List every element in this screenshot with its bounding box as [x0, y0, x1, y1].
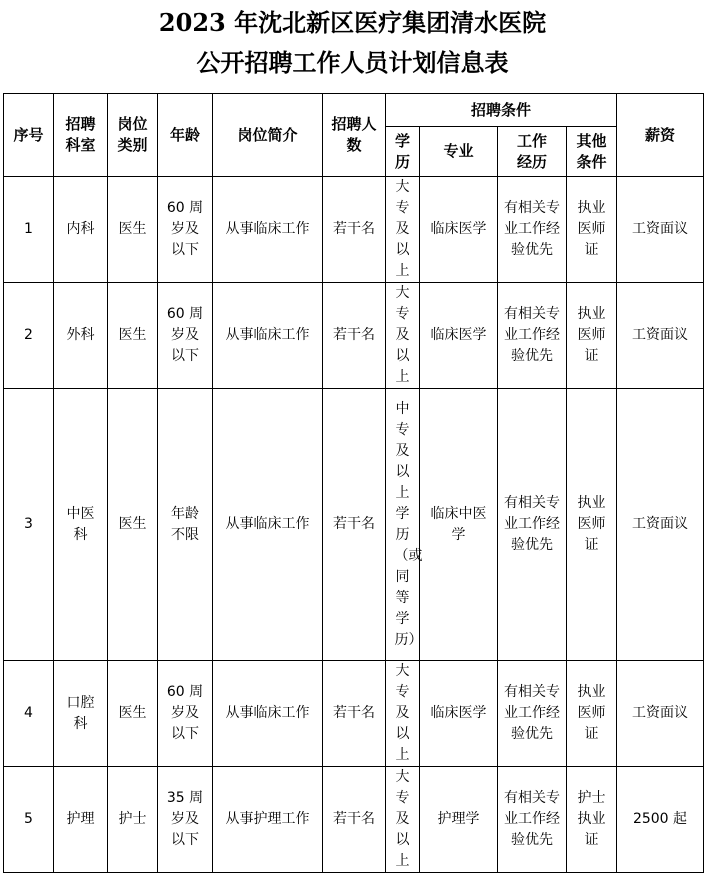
header-count: 招聘人数 — [323, 94, 386, 177]
cell-experience: 有相关专业工作经验优先 — [498, 661, 567, 767]
cell-experience: 有相关专业工作经验优先 — [498, 177, 567, 283]
cell-salary: 工资面议 — [617, 177, 704, 283]
cell-dept: 内科 — [54, 177, 108, 283]
cell-seq: 2 — [4, 283, 54, 389]
header-seq: 序号 — [4, 94, 54, 177]
cell-education: 中专及以上学历（或同等学历） — [386, 389, 420, 661]
cell-experience: 有相关专业工作经验优先 — [498, 767, 567, 873]
cell-experience: 有相关专业工作经验优先 — [498, 389, 567, 661]
cell-post-type: 医生 — [108, 389, 158, 661]
cell-intro: 从事护理工作 — [213, 767, 323, 873]
table-row — [4, 177, 704, 283]
cell-major: 临床中医学 — [420, 389, 498, 661]
header-age: 年龄 — [158, 94, 213, 177]
header-dept: 招聘科室 — [54, 94, 108, 177]
header-conditions: 招聘条件 — [386, 94, 617, 127]
page-title: 2023 年沈北新区医疗集团清水医院 — [158, 8, 547, 37]
cell-age: 60 周岁及以下 — [158, 283, 213, 389]
cell-count: 若干名 — [323, 177, 386, 283]
cell-dept: 口腔科 — [54, 661, 108, 767]
cell-seq: 5 — [4, 767, 54, 873]
header-education: 学历 — [386, 127, 420, 177]
cell-other: 执业医师证 — [567, 661, 617, 767]
header-salary: 薪资 — [617, 94, 704, 177]
header-intro: 岗位简介 — [213, 94, 323, 177]
cell-post-type: 医生 — [108, 661, 158, 767]
cell-post-type: 护士 — [108, 767, 158, 873]
page-subtitle: 公开招聘工作人员计划信息表 — [196, 48, 509, 77]
cell-salary: 工资面议 — [617, 389, 704, 661]
cell-education: 大专及以上 — [386, 283, 420, 389]
cell-seq: 4 — [4, 661, 54, 767]
cell-other: 护士执业证 — [567, 767, 617, 873]
cell-intro: 从事临床工作 — [213, 389, 323, 661]
cell-education: 大专及以上 — [386, 177, 420, 283]
cell-dept: 外科 — [54, 283, 108, 389]
cell-other: 执业医师证 — [567, 283, 617, 389]
cell-salary: 工资面议 — [617, 283, 704, 389]
cell-salary: 工资面议 — [617, 661, 704, 767]
cell-education: 大专及以上 — [386, 767, 420, 873]
cell-post-type: 医生 — [108, 177, 158, 283]
cell-experience: 有相关专业工作经验优先 — [498, 283, 567, 389]
cell-post-type: 医生 — [108, 283, 158, 389]
cell-count: 若干名 — [323, 767, 386, 873]
cell-seq: 1 — [4, 177, 54, 283]
header-other: 其他条件 — [567, 127, 617, 177]
table-row — [4, 767, 704, 873]
cell-intro: 从事临床工作 — [213, 661, 323, 767]
cell-salary: 2500 起 — [617, 767, 704, 873]
cell-intro: 从事临床工作 — [213, 177, 323, 283]
cell-major: 临床医学 — [420, 177, 498, 283]
cell-other: 执业医师证 — [567, 389, 617, 661]
cell-education: 大专及以上 — [386, 661, 420, 767]
header-experience: 工作经历 — [498, 127, 567, 177]
cell-other: 执业医师证 — [567, 177, 617, 283]
cell-count: 若干名 — [323, 661, 386, 767]
table-row — [4, 389, 704, 661]
cell-intro: 从事临床工作 — [213, 283, 323, 389]
cell-seq: 3 — [4, 389, 54, 661]
header-post-type: 岗位类别 — [108, 94, 158, 177]
cell-age: 60 周岁及以下 — [158, 661, 213, 767]
recruitment-table — [3, 93, 704, 873]
table-row — [4, 661, 704, 767]
cell-count: 若干名 — [323, 389, 386, 661]
cell-age: 60 周岁及以下 — [158, 177, 213, 283]
table-row — [4, 283, 704, 389]
cell-dept: 中医科 — [54, 389, 108, 661]
cell-age: 35 周岁及以下 — [158, 767, 213, 873]
cell-major: 护理学 — [420, 767, 498, 873]
header-major: 专业 — [420, 127, 498, 177]
cell-count: 若干名 — [323, 283, 386, 389]
cell-dept: 护理 — [54, 767, 108, 873]
cell-age: 年龄不限 — [158, 389, 213, 661]
cell-major: 临床医学 — [420, 661, 498, 767]
cell-major: 临床医学 — [420, 283, 498, 389]
